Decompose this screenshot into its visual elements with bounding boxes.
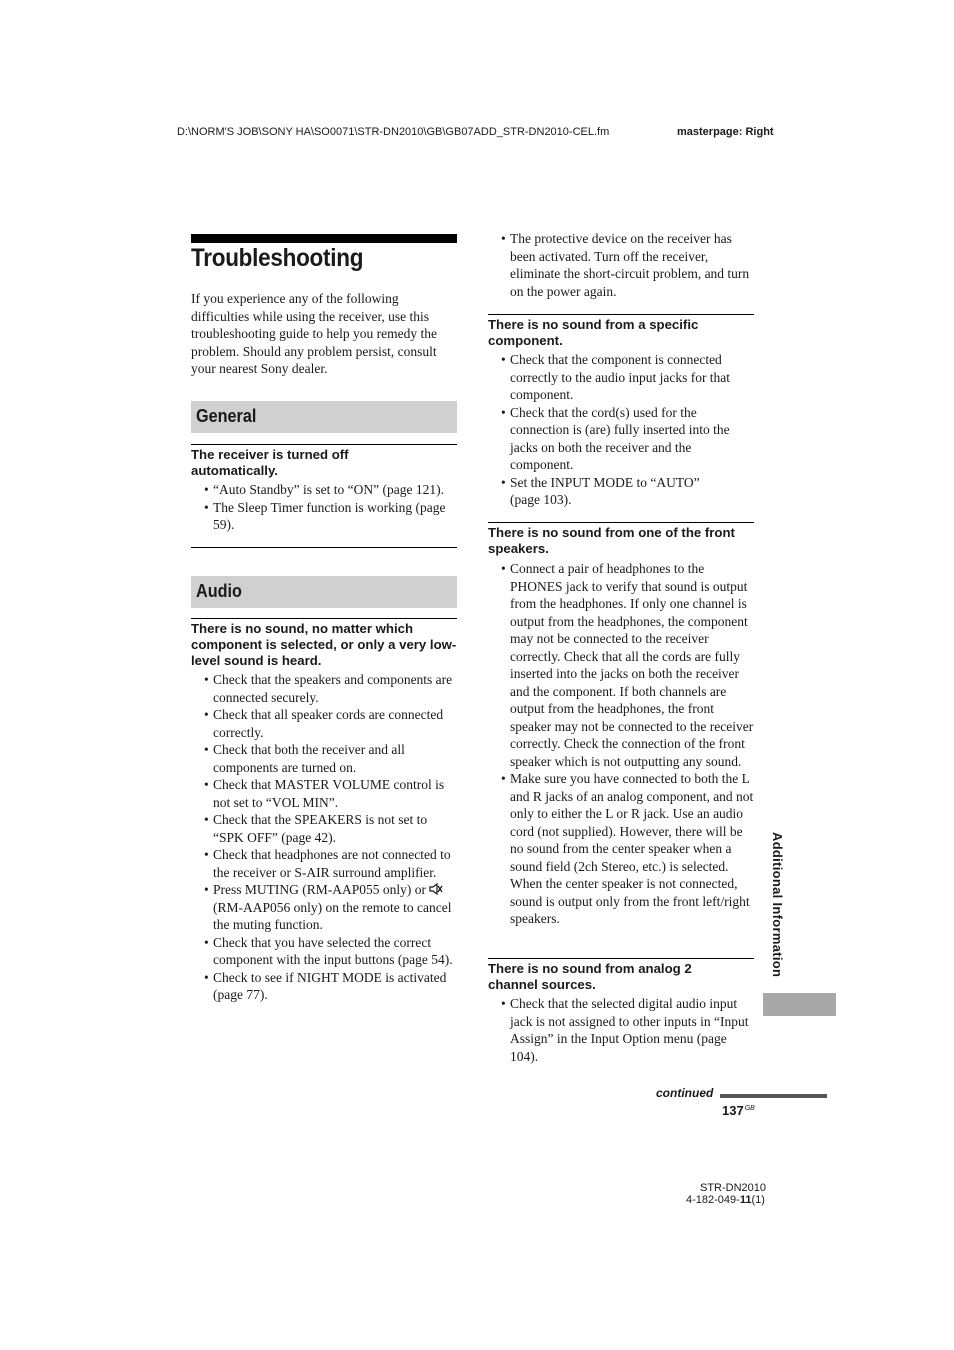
- title-rule: [191, 234, 457, 243]
- list-item: • Check that MASTER VOLUME control is not set to “VOL MIN”.: [191, 776, 461, 811]
- problem-heading-front: There is no sound from one of the front speakers.: [488, 525, 735, 556]
- page-number: [722, 1103, 755, 1118]
- divider: [488, 958, 754, 959]
- list-item: • The protective device on the receiver has been activated. Turn off the receiver, eliminate the short-circuit problem, and turn on the power again.: [488, 230, 754, 300]
- continued-bar: [720, 1094, 827, 1098]
- page-suffix: GB: [744, 1105, 755, 1112]
- section-tab-marker: [763, 993, 836, 1016]
- divider: [191, 618, 457, 619]
- solution-list-analog: [488, 995, 754, 1065]
- list-item: • “Auto Standby” is set to “ON” (page 121).: [191, 481, 463, 499]
- divider: [488, 314, 754, 315]
- footer-code: [686, 1194, 765, 1206]
- solution-list-auto-off: [191, 481, 463, 534]
- problem-heading-auto-off: The receiver is turned off automatically.: [191, 447, 349, 478]
- divider: [191, 444, 457, 445]
- footer-model: STR-DN2010: [700, 1182, 767, 1194]
- list-item: • Check that all speaker cords are connected correctly.: [191, 706, 461, 741]
- mute-icon: [429, 882, 443, 894]
- section-tab-label: Additional Information: [770, 832, 785, 978]
- problem-heading-no-sound: There is no sound, no matter which component is selected, or only a very low-level sound is heard.: [191, 621, 457, 668]
- muting-text-a: Press MUTING (RM-AAP055 only) or: [213, 882, 426, 897]
- muting-text-b: (RM-AAP056 only) on the remote to cancel the muting function.: [213, 899, 452, 932]
- list-item: • Make sure you have connected to both the L and R jacks of an analog component, and not only to either the L or R jack. Use an audio cord (not supplied). However, there will be no sound from the center speaker when a sound field (2ch Stereo, etc.) is selected. When the center speaker is not connected, sound is output only from the front left/right speakers.: [488, 770, 754, 928]
- list-item: • Check that both the receiver and all components are turned on.: [191, 741, 461, 776]
- list-item: • Check that the component is connected correctly to the audio input jacks for that component.: [488, 351, 754, 404]
- solution-list-protective: [488, 230, 754, 300]
- masterpage-label: masterpage: Right: [677, 126, 774, 138]
- list-item-muting: [191, 881, 461, 934]
- solution-list-specific: [488, 351, 754, 509]
- footer-code-suffix: (1): [751, 1194, 765, 1206]
- continued-label: continued: [656, 1086, 714, 1100]
- list-item: • Connect a pair of headphones to the PHONES jack to verify that sound is output from the headphones. If only one channel is output from the headphones, the component may not be connected to the receiver correctly. Check that all the cords are fully inserted into the jacks on both the receiver and the component. If both channels are output from the headphones, the front speaker may not be connected to the receiver correctly. Check the connection of the front speaker which is not outputting any sound.: [488, 560, 754, 770]
- footer-code-prefix: 4-182-049-: [686, 1194, 740, 1206]
- list-item: • Set the INPUT MODE to “AUTO” (page 103).: [488, 474, 754, 509]
- section-header-general: [191, 401, 457, 433]
- intro-paragraph: If you experience any of the following difficulties while using the receiver, use this troubleshooting guide to help you remedy the problem. Should any problem persist, consult your nearest Sony dealer.: [191, 291, 437, 376]
- section-label-general: General: [196, 406, 257, 426]
- list-item: • Check that the cord(s) used for the connection is (are) fully inserted into the jacks on both the receiver and the component.: [488, 404, 754, 474]
- problem-heading-analog: There is no sound from analog 2 channel sources.: [488, 961, 692, 992]
- section-header-audio: [191, 576, 457, 608]
- divider: [191, 547, 457, 548]
- divider: [488, 522, 754, 523]
- list-item: • Check that the selected digital audio input jack is not assigned to other inputs in “Input Assign” in the Input Option menu (page 104).: [488, 995, 754, 1065]
- list-item: • Check that the SPEAKERS is not set to “SPK OFF” (page 42).: [191, 811, 461, 846]
- list-item: • Check to see if NIGHT MODE is activated (page 77).: [191, 969, 461, 1004]
- footer-code-bold: 11: [739, 1194, 752, 1206]
- file-path-header: D:\NORM'S JOB\SONY HA\SO0071\STR-DN2010\GB\GB07ADD_STR-DN2010-CEL.fm: [177, 126, 610, 138]
- list-item: • Check that you have selected the correct component with the input buttons (page 54).: [191, 934, 461, 969]
- page-title: Troubleshooting: [191, 244, 364, 272]
- problem-heading-specific: There is no sound from a specific component.: [488, 317, 699, 348]
- list-item: • Check that headphones are not connected to the receiver or S-AIR surround amplifier.: [191, 846, 461, 881]
- list-item: • Check that the speakers and components are connected securely.: [191, 671, 461, 706]
- page-number-value: 137: [722, 1103, 744, 1118]
- list-item: • The Sleep Timer function is working (page 59).: [191, 499, 463, 534]
- solution-list-no-sound: [191, 671, 461, 1004]
- section-label-audio: Audio: [196, 581, 242, 601]
- solution-list-front: [488, 560, 754, 928]
